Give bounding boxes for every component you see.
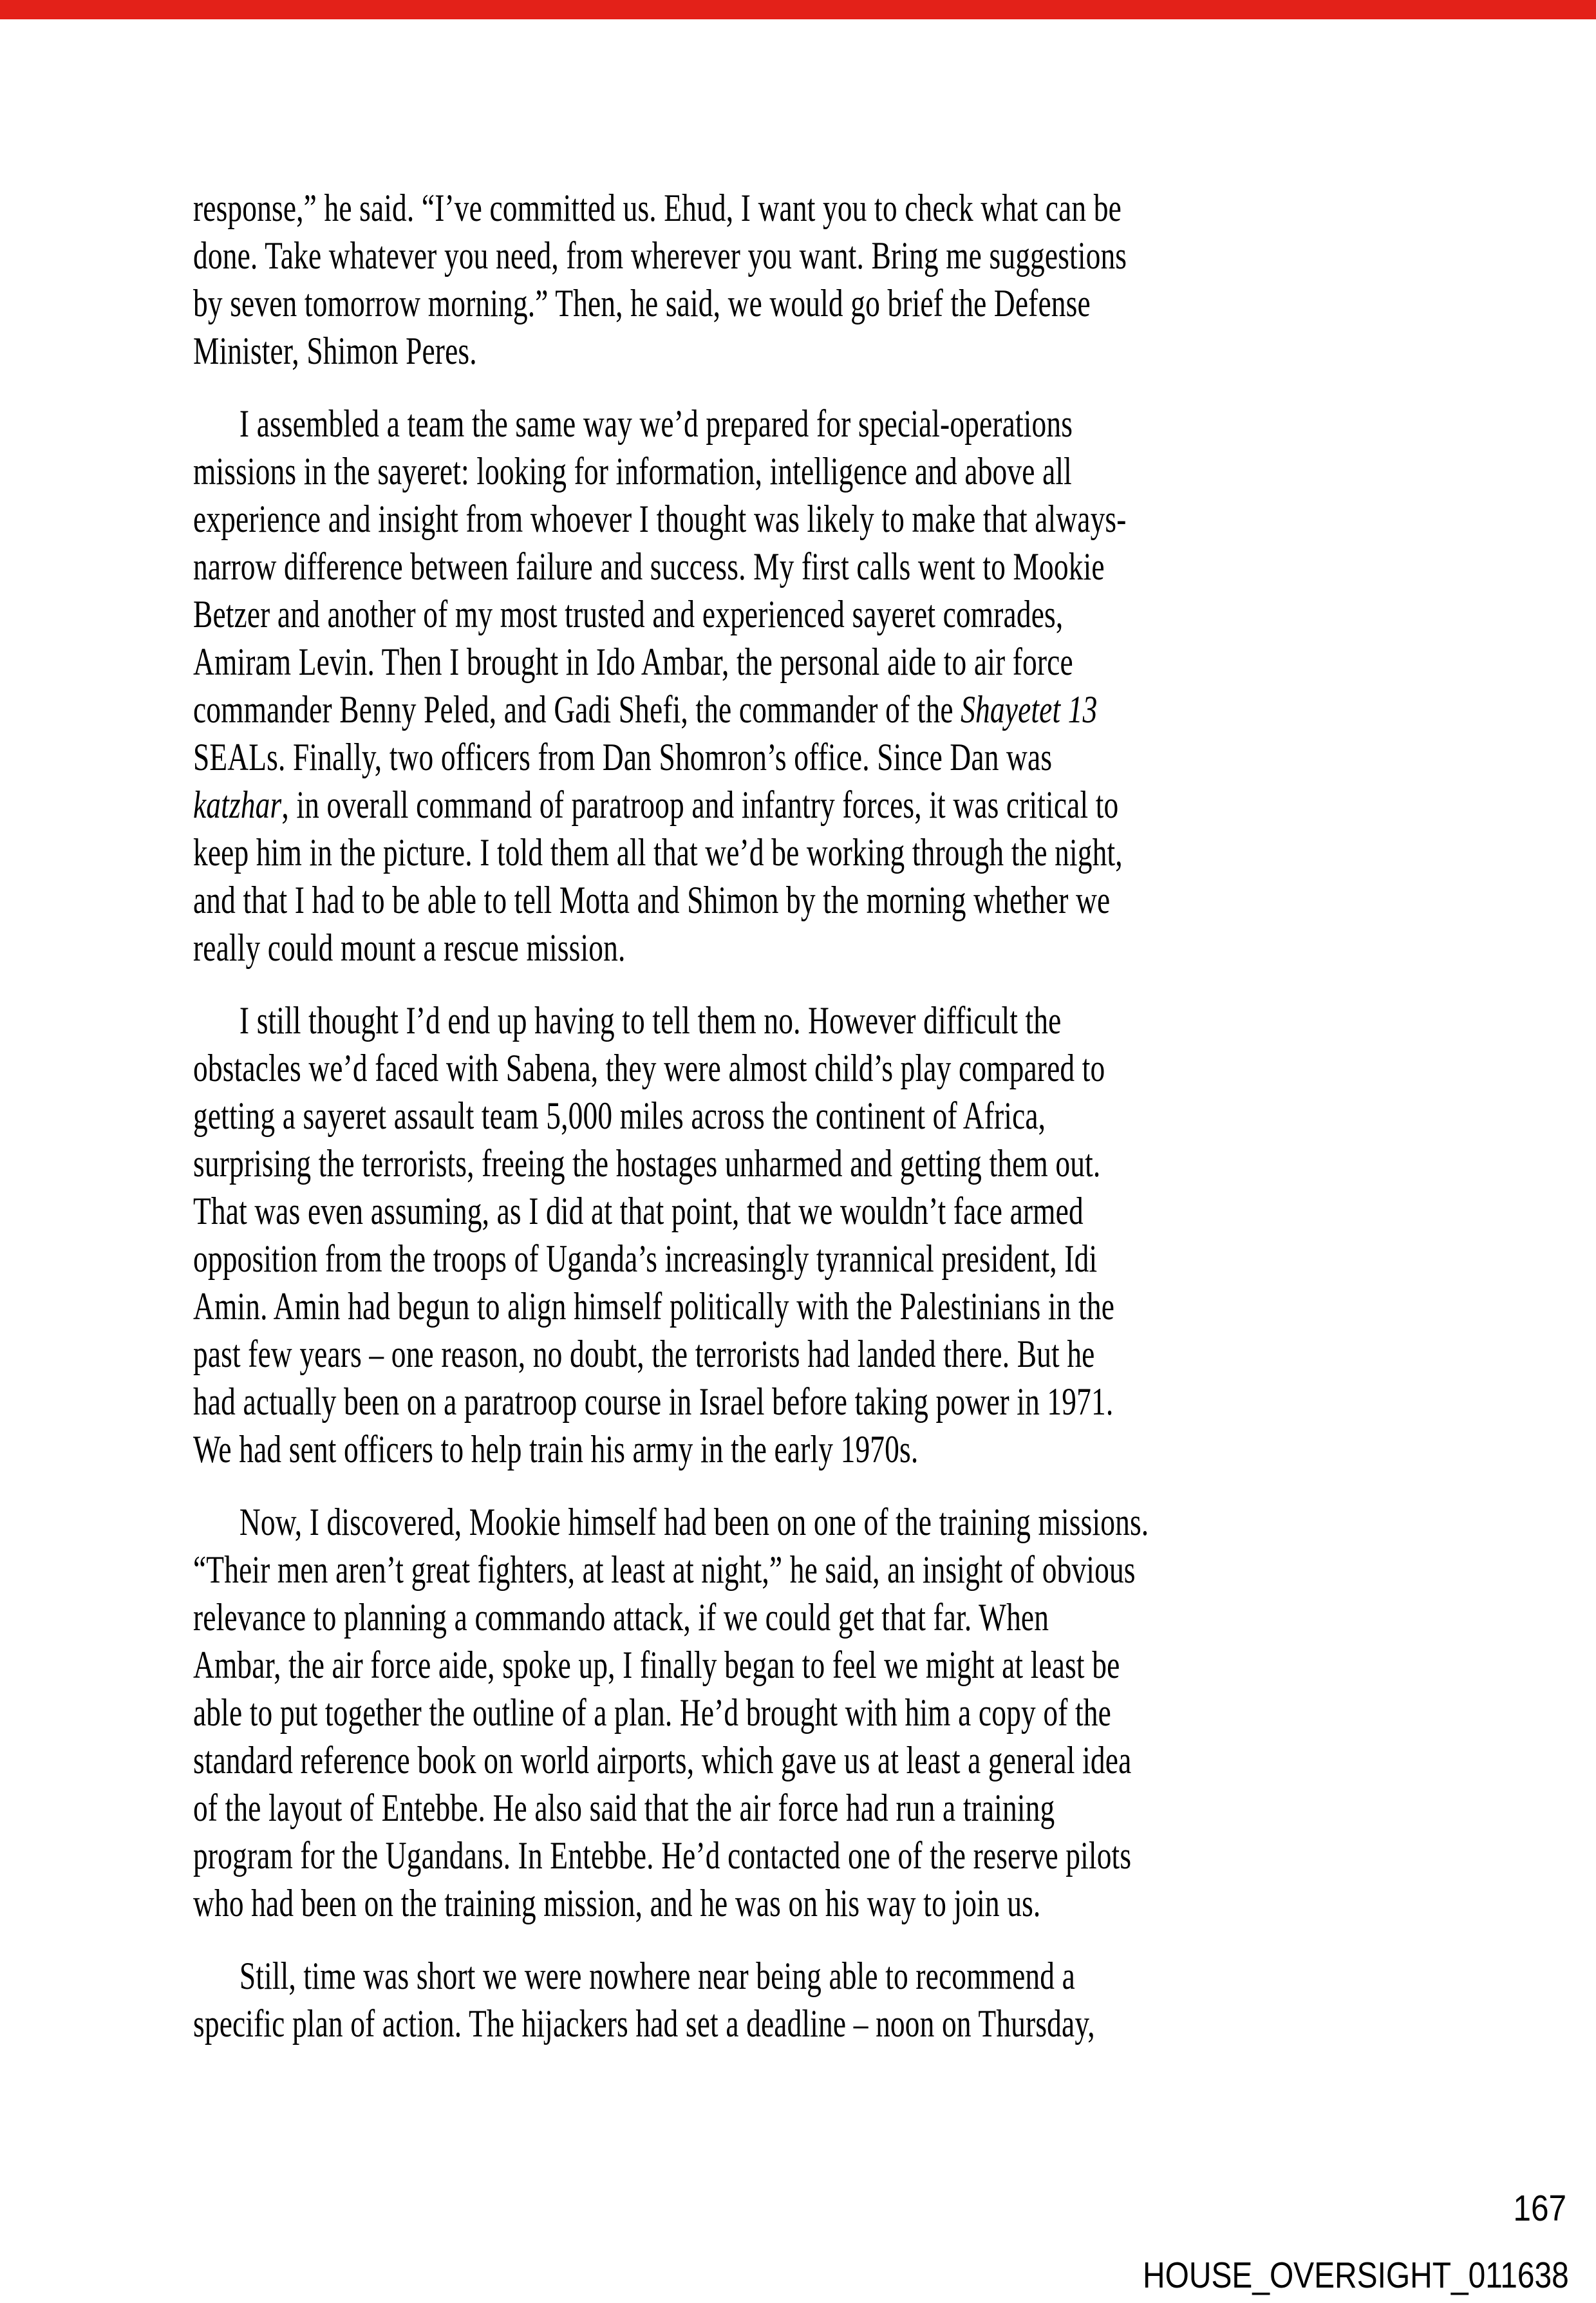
text-line [193, 1784, 1392, 1832]
italic-text-segment: Shayetet 13 [961, 688, 1098, 731]
text-line [193, 1952, 1392, 2000]
text-segment: I still thought I’d end up having to tell them no. However difficult the [239, 999, 1062, 1042]
text-line [193, 1736, 1392, 1784]
text-segment: narrow difference between failure and success. My first calls went to Mookie [193, 545, 1105, 588]
paragraph [193, 184, 1392, 375]
text-segment: “Their men aren’t great fighters, at least at night,” he said, an insight of obvious [193, 1548, 1136, 1591]
text-line [193, 1832, 1392, 1879]
text-segment: Now, I discovered, Mookie himself had been on one of the training missions. [239, 1501, 1149, 1543]
text-segment: had actually been on a paratroop course in Israel before taking power in 1971. [193, 1380, 1114, 1423]
text-line [193, 1187, 1392, 1235]
text-segment: relevance to planning a commando attack, if we could get that far. When [193, 1596, 1049, 1639]
text-line [193, 1546, 1392, 1593]
text-line [193, 686, 1392, 733]
text-line [193, 1283, 1392, 1330]
text-segment: , in overall command of paratroop and infantry forces, it was critical to [281, 784, 1119, 826]
text-segment: SEALs. Finally, two officers from Dan Shomron’s office. Since Dan was [193, 736, 1053, 778]
text-line [193, 1498, 1392, 1546]
text-segment: experience and insight from whoever I thought was likely to make that always- [193, 498, 1127, 540]
italic-text-segment: katzhar [193, 784, 282, 826]
text-segment: Minister, Shimon Peres. [193, 330, 477, 372]
text-line [193, 495, 1392, 543]
bates-stamp: HOUSE_OVERSIGHT_011638 [1143, 2255, 1569, 2296]
text-segment: who had been on the training mission, and he was on his way to join us. [193, 1882, 1041, 1924]
text-line [193, 829, 1392, 876]
paragraph [193, 400, 1392, 972]
text-line [193, 638, 1392, 686]
text-segment: keep him in the picture. I told them all that we’d be working through the night, [193, 831, 1123, 874]
text-segment: I assembled a team the same way we’d prepared for special-operations [239, 402, 1073, 445]
text-segment: Ambar, the air force aide, spoke up, I finally began to feel we might at least be [193, 1644, 1120, 1686]
text-segment: standard reference book on world airports, which gave us at least a general idea [193, 1739, 1132, 1781]
text-segment: That was even assuming, as I did at that point, that we wouldn’t face armed [193, 1190, 1084, 1232]
text-segment: obstacles we’d faced with Sabena, they were almost child’s play compared to [193, 1047, 1105, 1089]
text-line [193, 1879, 1392, 1927]
text-segment: commander Benny Peled, and Gadi Shefi, the commander of the [193, 688, 961, 731]
paragraph [193, 997, 1392, 1473]
body-text [193, 184, 1392, 2047]
text-segment: past few years – one reason, no doubt, the terrorists had landed there. But he [193, 1333, 1095, 1375]
text-segment: getting a sayeret assault team 5,000 miles across the continent of Africa, [193, 1095, 1046, 1137]
text-line [193, 781, 1392, 829]
paragraph [193, 1952, 1392, 2047]
text-line [193, 1330, 1392, 1378]
text-line [193, 184, 1392, 232]
text-line [193, 924, 1392, 972]
text-segment: opposition from the troops of Uganda’s increasingly tyrannical president, Idi [193, 1237, 1098, 1280]
text-line [193, 1378, 1392, 1425]
text-line [193, 400, 1392, 447]
text-segment: really could mount a rescue mission. [193, 926, 626, 969]
text-line [193, 1140, 1392, 1187]
text-line [193, 543, 1392, 590]
text-segment: missions in the sayeret: looking for information, intelligence and above all [193, 450, 1072, 493]
text-segment: surprising the terrorists, freeing the hostages unharmed and getting them out. [193, 1142, 1101, 1185]
text-line [193, 1593, 1392, 1641]
text-line [193, 1235, 1392, 1283]
text-line [193, 1044, 1392, 1092]
text-line [193, 447, 1392, 495]
text-line [193, 590, 1392, 638]
text-segment: by seven tomorrow morning.” Then, he said, we would go brief the Defense [193, 282, 1091, 324]
text-segment: and that I had to be able to tell Motta and Shimon by the morning whether we [193, 879, 1111, 921]
text-line [193, 1689, 1392, 1736]
text-segment: Amin. Amin had begun to align himself politically with the Palestinians in the [193, 1285, 1115, 1328]
text-segment: able to put together the outline of a plan. He’d brought with him a copy of the [193, 1691, 1111, 1734]
text-segment: done. Take whatever you need, from wherever you want. Bring me suggestions [193, 234, 1127, 277]
text-segment: response,” he said. “I’ve committed us. Ehud, I want you to check what can be [193, 187, 1122, 229]
text-segment: of the layout of Entebbe. He also said that the air force had run a training [193, 1787, 1055, 1829]
text-line [193, 279, 1392, 327]
page-number: 167 [1513, 2188, 1566, 2229]
text-line [193, 2000, 1392, 2047]
text-segment: Still, time was short we were nowhere near being able to recommend a [239, 1955, 1075, 1997]
text-line [193, 1425, 1392, 1473]
text-segment: specific plan of action. The hijackers had set a deadline – noon on Thursday, [193, 2002, 1095, 2045]
text-line [193, 997, 1392, 1044]
text-segment: Amiram Levin. Then I brought in Ido Ambar, the personal aide to air force [193, 641, 1073, 683]
text-line [193, 232, 1392, 279]
text-line [193, 1641, 1392, 1689]
text-segment: program for the Ugandans. In Entebbe. He’d contacted one of the reserve pilots [193, 1834, 1132, 1877]
text-segment: We had sent officers to help train his army in the early 1970s. [193, 1428, 919, 1471]
text-segment: Betzer and another of my most trusted and experienced sayeret comrades, [193, 593, 1064, 635]
text-line [193, 876, 1392, 924]
text-line [193, 1092, 1392, 1140]
paragraph [193, 1498, 1392, 1927]
text-line [193, 733, 1392, 781]
top-red-bar [0, 0, 1596, 19]
text-line [193, 327, 1392, 375]
